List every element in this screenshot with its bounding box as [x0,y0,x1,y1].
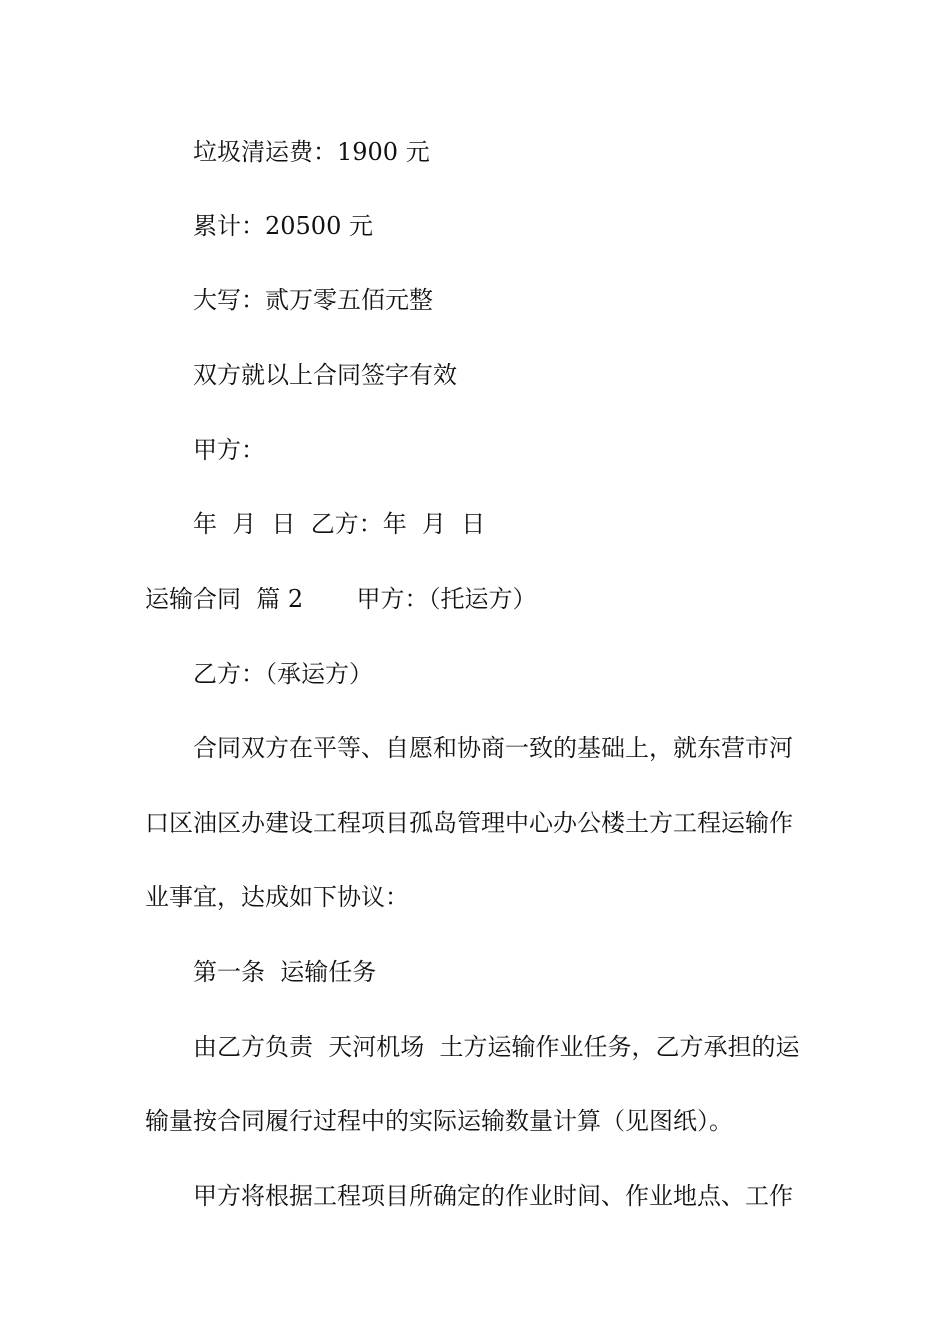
article-title-line: 第一条 运输任务 [193,958,377,986]
text-line: 大写：贰万零五佰元整 [193,286,433,314]
text-line: 乙方：（承运方） [193,660,373,688]
section-heading-line: 运输合同 篇 2 甲方：（托运方） [145,585,537,613]
paragraph-line: 输量按合同履行过程中的实际运输数量计算（见图纸）。 [145,1107,733,1135]
paragraph-line: 甲方将根据工程项目所确定的作业时间、作业地点、工作 [193,1182,793,1210]
text-line: 垃圾清运费：1900 元 [193,138,430,166]
text-line: 甲方： [193,436,265,464]
paragraph-line: 合同双方在平等、自愿和协商一致的基础上，就东营市河 [193,734,793,762]
text-line: 累计：20500 元 [193,212,373,240]
text-line: 年 月 日 乙方：年 月 日 [193,510,486,538]
paragraph-line: 由乙方负责 天河机场 土方运输作业任务，乙方承担的运 [193,1033,800,1061]
paragraph-line: 业事宜，达成如下协议： [145,883,409,911]
text-line: 双方就以上合同签字有效 [193,361,457,389]
paragraph-line: 口区油区办建设工程项目孤岛管理中心办公楼土方工程运输作 [145,809,793,837]
